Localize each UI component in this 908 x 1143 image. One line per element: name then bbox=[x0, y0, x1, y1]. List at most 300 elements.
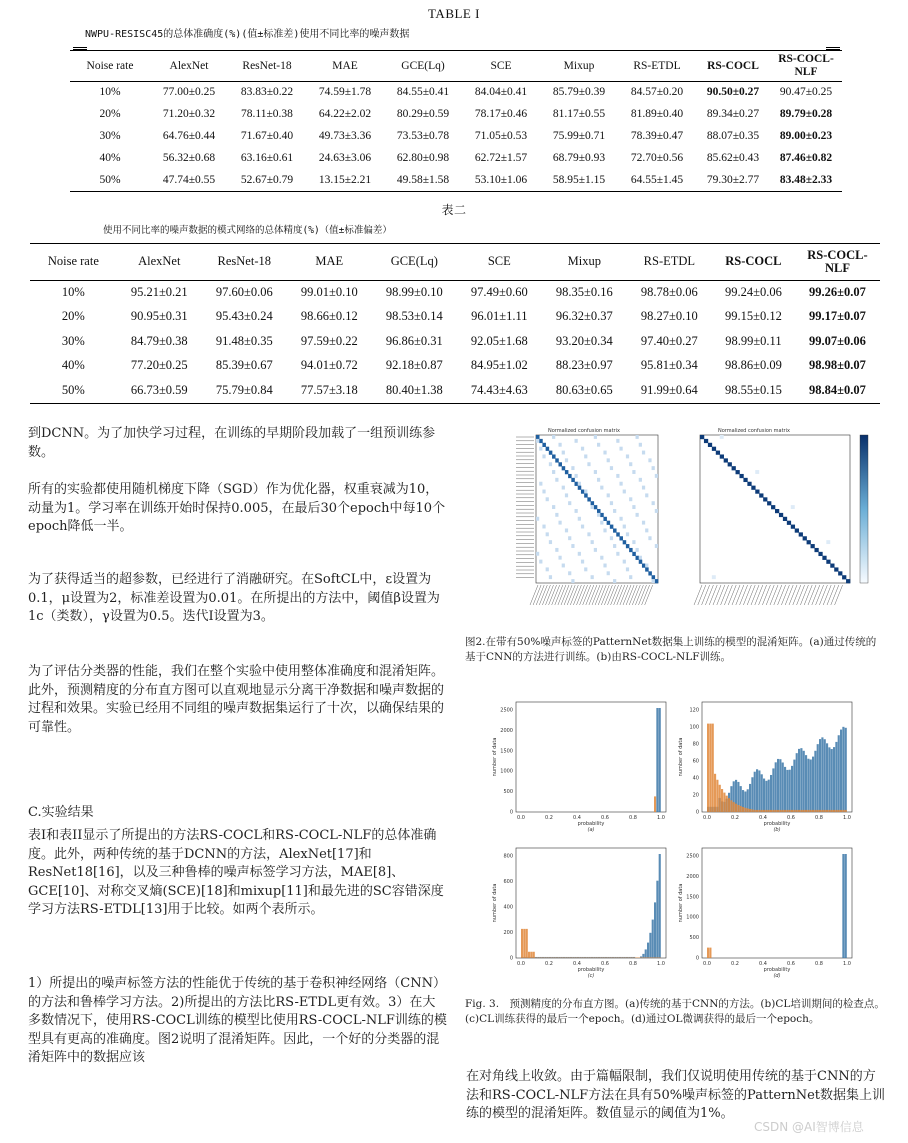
orange-bar bbox=[712, 724, 714, 812]
orange-bar bbox=[642, 957, 644, 958]
diagonal-cell bbox=[807, 540, 811, 544]
orange-bar bbox=[721, 789, 723, 812]
blue-bar bbox=[842, 854, 844, 958]
table-cell: 63.16±0.61 bbox=[240, 152, 294, 164]
table-cell: 84.55±0.41 bbox=[396, 86, 450, 99]
x-tick-label: 0.6 bbox=[787, 815, 795, 821]
off-diagonal-cell bbox=[603, 528, 606, 532]
off-diagonal-cell bbox=[581, 447, 584, 451]
col-tick-label bbox=[573, 585, 581, 605]
blue-bar bbox=[824, 739, 826, 812]
orange-bar bbox=[707, 948, 709, 958]
table-cell: 75.79±0.84 bbox=[215, 382, 273, 397]
orange-bar bbox=[723, 793, 725, 812]
diagonal-cell bbox=[558, 462, 562, 466]
orange-bar bbox=[579, 957, 581, 958]
off-diagonal-cell bbox=[581, 525, 584, 529]
blue-bar bbox=[765, 781, 767, 812]
table-cell: 62.80±0.98 bbox=[396, 152, 450, 164]
x-tick-label: 1.0 bbox=[657, 961, 665, 967]
paragraph-findings: 1）所提出的噪声标签方法的性能优于传统的基于卷积神经网络（CNN）的方法和鲁棒学习方法。2)所提出的方法比RS-ETDL更有效。3）在大多数情况下，使用RS-COCL训练的模型比使用RS-COCL-NLF训练的模型具有更高的准确度。图2说明了混淆矩阵。因此，一个好的分类器的混淆矩阵中的数据应该 bbox=[28, 976, 447, 1065]
off-diagonal-cell bbox=[791, 505, 795, 509]
blue-bar bbox=[798, 749, 800, 812]
blue-bar bbox=[656, 708, 658, 812]
diagonal-cell bbox=[732, 466, 736, 470]
orange-bar bbox=[777, 810, 779, 812]
off-diagonal-cell bbox=[636, 435, 639, 439]
table-cell: 85.79±0.39 bbox=[552, 86, 606, 99]
off-diagonal-cell bbox=[645, 493, 648, 497]
diagonal-cell bbox=[642, 564, 646, 568]
table-cell: 90.95±0.31 bbox=[130, 309, 188, 324]
orange-bar bbox=[624, 957, 626, 958]
x-axis-label: probability bbox=[763, 821, 791, 827]
orange-bar bbox=[747, 808, 749, 812]
blue-bar bbox=[749, 784, 751, 812]
blue-bar bbox=[835, 742, 837, 812]
table2-grid bbox=[30, 244, 880, 403]
x-tick-label: 0.6 bbox=[601, 815, 609, 821]
blue-bar bbox=[793, 760, 795, 812]
table-cell: 92.18±0.87 bbox=[385, 358, 443, 373]
off-diagonal-cell bbox=[558, 443, 561, 447]
x-tick-label: 0.2 bbox=[731, 961, 739, 967]
y-tick-label: 2000 bbox=[500, 727, 513, 734]
off-diagonal-cell bbox=[652, 466, 655, 470]
orange-bar bbox=[754, 810, 756, 812]
x-tick-label: 0.6 bbox=[601, 961, 609, 967]
table2-caption: 使用不同比率的噪声数据的模式网络的总体精度(%)（值±标准偏差） bbox=[103, 225, 392, 236]
column-header: RS-COCL-NLF bbox=[795, 244, 880, 280]
diagonal-cell bbox=[775, 509, 779, 513]
table-cell: 80.63±0.65 bbox=[555, 382, 613, 397]
off-diagonal-cell bbox=[587, 462, 590, 466]
y-tick-label: 1500 bbox=[686, 894, 699, 901]
orange-bar bbox=[635, 957, 637, 958]
off-diagonal-cell bbox=[571, 466, 574, 470]
orange-bar bbox=[828, 810, 830, 812]
off-diagonal-cell bbox=[655, 509, 658, 513]
table-cell: 79.30±2.77 bbox=[706, 174, 760, 186]
column-header: Noise rate bbox=[70, 51, 150, 81]
orange-bar bbox=[751, 809, 753, 812]
col-tick-label bbox=[617, 585, 625, 605]
y-tick-label: 200 bbox=[503, 930, 513, 936]
table-cell: 66.73±0.59 bbox=[130, 382, 188, 397]
table-cell: 96.86±0.31 bbox=[385, 333, 443, 348]
table-row bbox=[70, 103, 842, 125]
off-diagonal-cell bbox=[562, 451, 565, 455]
orange-bar bbox=[726, 796, 728, 812]
table-cell: 88.07±0.35 bbox=[706, 130, 760, 142]
confusion-matrix-a-label: Normalized confusion matrix bbox=[548, 428, 620, 434]
off-diagonal-cell bbox=[575, 474, 578, 478]
off-diagonal-cell bbox=[546, 532, 549, 536]
off-diagonal-cell bbox=[619, 447, 622, 451]
table-cell: 73.53±0.78 bbox=[396, 130, 450, 142]
blue-bar bbox=[659, 708, 661, 812]
off-diagonal-cell bbox=[578, 517, 581, 521]
histograms bbox=[480, 698, 860, 988]
orange-bar bbox=[556, 957, 558, 958]
diagonal-cell bbox=[791, 525, 795, 529]
off-diagonal-cell bbox=[613, 509, 616, 513]
x-tick-label: 0.4 bbox=[759, 815, 767, 821]
histogram-frame bbox=[516, 702, 666, 812]
off-diagonal-cell bbox=[613, 544, 616, 548]
orange-bar bbox=[707, 724, 709, 812]
x-tick-label: 0.8 bbox=[629, 815, 637, 821]
off-diagonal-cell bbox=[652, 579, 655, 583]
off-diagonal-cell bbox=[607, 571, 610, 575]
orange-bar bbox=[807, 810, 809, 812]
col-tick-label bbox=[740, 585, 748, 605]
col-tick-label bbox=[823, 585, 831, 605]
table-cell: 97.49±0.60 bbox=[470, 285, 528, 299]
off-diagonal-cell bbox=[720, 435, 724, 439]
orange-bar bbox=[735, 804, 737, 812]
orange-bar bbox=[626, 957, 628, 958]
diagonal-cell bbox=[795, 528, 799, 532]
orange-bar bbox=[784, 810, 786, 812]
off-diagonal-cell bbox=[562, 564, 565, 568]
orange-bar bbox=[621, 957, 623, 958]
diagonal-cell bbox=[648, 571, 652, 575]
orange-bar bbox=[521, 929, 523, 958]
off-diagonal-cell bbox=[555, 548, 558, 552]
y-tick-label: 80 bbox=[692, 741, 699, 748]
table-cell: 71.05±0.53 bbox=[474, 130, 528, 142]
column-header: AlexNet bbox=[117, 244, 202, 280]
col-tick-label bbox=[800, 585, 808, 605]
orange-bar bbox=[812, 810, 814, 812]
orange-bar bbox=[782, 810, 784, 812]
table-cell: 97.40±0.27 bbox=[640, 333, 698, 348]
diagonal-cell bbox=[555, 458, 559, 462]
blue-bar bbox=[807, 759, 809, 812]
table-row bbox=[30, 329, 880, 354]
diagonal-cell bbox=[578, 486, 582, 490]
off-diagonal-cell bbox=[652, 501, 655, 505]
x-tick-label: 0.6 bbox=[787, 961, 795, 967]
y-axis-label: number of data bbox=[492, 883, 498, 923]
table-cell: 87.46±0.82 bbox=[779, 152, 833, 164]
x-tick-label: 0.0 bbox=[517, 961, 525, 967]
y-tick-label: 400 bbox=[503, 904, 513, 911]
off-diagonal-cell bbox=[613, 579, 616, 583]
x-tick-label: 0.0 bbox=[517, 815, 525, 821]
diagonal-cell bbox=[826, 560, 830, 564]
diagonal-cell bbox=[603, 517, 607, 521]
off-diagonal-cell bbox=[558, 556, 561, 560]
orange-bar bbox=[845, 810, 847, 812]
off-diagonal-cell bbox=[648, 458, 651, 462]
orange-bar bbox=[798, 810, 800, 812]
col-tick-label bbox=[558, 585, 566, 605]
table-cell: 90.50±0.27 bbox=[706, 86, 760, 99]
col-tick-label bbox=[762, 585, 770, 605]
off-diagonal-cell bbox=[565, 493, 568, 497]
column-header: ResNet-18 bbox=[202, 244, 287, 280]
orange-bar bbox=[819, 810, 821, 812]
orange-bar bbox=[803, 810, 805, 812]
col-tick-label bbox=[816, 585, 824, 605]
blue-bar bbox=[782, 763, 784, 812]
orange-bar bbox=[656, 957, 658, 958]
orange-bar bbox=[638, 957, 640, 958]
table-cell: 98.99±0.11 bbox=[725, 333, 782, 348]
orange-bar bbox=[786, 810, 788, 812]
table-row bbox=[30, 378, 880, 403]
col-tick-label bbox=[577, 585, 585, 605]
histogram-frame bbox=[702, 848, 852, 958]
diagonal-cell bbox=[708, 443, 712, 447]
col-tick-label bbox=[586, 585, 594, 605]
orange-bar bbox=[765, 810, 767, 812]
blue-bar bbox=[805, 755, 807, 812]
table-cell: 78.17±0.46 bbox=[474, 108, 528, 120]
diagonal-cell bbox=[552, 454, 556, 458]
table-cell: 77.00±0.25 bbox=[162, 86, 216, 99]
column-header: SCE bbox=[462, 51, 540, 81]
col-tick-label bbox=[589, 585, 597, 605]
figure2-caption: 图2.在带有50%噪声标签的PatternNet数据集上训练的模型的混淆矩阵。(a)通过传统的基于CNN的方法进行训练。(b)由RS-COCL-NLF训练。 bbox=[465, 636, 877, 663]
blue-bar bbox=[754, 772, 756, 812]
orange-bar bbox=[586, 957, 588, 958]
table-cell: 84.95±1.02 bbox=[470, 358, 528, 373]
off-diagonal-cell bbox=[639, 443, 642, 447]
blue-bar bbox=[831, 749, 833, 812]
table-cell: 98.86±0.09 bbox=[724, 358, 782, 373]
blue-bar bbox=[642, 954, 644, 958]
col-tick-label bbox=[620, 585, 628, 605]
off-diagonal-cell bbox=[584, 490, 587, 494]
off-diagonal-cell bbox=[597, 478, 600, 482]
col-tick-label bbox=[626, 585, 634, 605]
orange-bar bbox=[575, 957, 577, 958]
blue-bar bbox=[659, 854, 661, 958]
orange-bar bbox=[568, 957, 570, 958]
table-cell: 80.29±0.59 bbox=[396, 108, 450, 120]
table-cell: 81.17±0.55 bbox=[552, 108, 606, 120]
diagonal-cell bbox=[771, 505, 775, 509]
diagonal-cell bbox=[783, 517, 787, 521]
x-axis-label: probability bbox=[577, 967, 605, 973]
table-row bbox=[30, 305, 880, 330]
diagonal-cell bbox=[712, 447, 716, 451]
diagonal-cell bbox=[639, 560, 643, 564]
orange-bar bbox=[589, 957, 591, 958]
blue-bar bbox=[761, 774, 763, 812]
off-diagonal-cell bbox=[610, 466, 613, 470]
col-tick-label bbox=[774, 585, 782, 605]
col-tick-label bbox=[702, 585, 710, 605]
diagonal-cell bbox=[562, 466, 566, 470]
diagonal-cell bbox=[811, 544, 815, 548]
col-tick-label bbox=[645, 585, 653, 605]
y-tick-label: 0 bbox=[509, 955, 513, 962]
figure2 bbox=[478, 425, 878, 615]
blue-bar bbox=[772, 768, 774, 812]
off-diagonal-cell bbox=[616, 552, 619, 556]
table-cell: 91.48±0.35 bbox=[215, 333, 273, 348]
orange-bar bbox=[817, 810, 819, 812]
table-cell: 40% bbox=[99, 152, 121, 164]
y-tick-label: 800 bbox=[503, 853, 513, 860]
orange-bar bbox=[768, 810, 770, 812]
orange-bar bbox=[551, 957, 553, 958]
blue-bar bbox=[647, 943, 649, 958]
table-row bbox=[70, 81, 842, 103]
orange-bar bbox=[772, 810, 774, 812]
y-tick-label: 40 bbox=[692, 775, 699, 782]
table-cell: 97.59±0.22 bbox=[300, 333, 358, 348]
off-diagonal-cell bbox=[629, 462, 632, 466]
orange-bar bbox=[607, 957, 609, 958]
col-tick-label bbox=[592, 585, 600, 605]
off-diagonal-cell bbox=[636, 548, 639, 552]
col-tick-label bbox=[743, 585, 751, 605]
orange-bar bbox=[761, 810, 763, 812]
table-cell: 93.20±0.34 bbox=[555, 333, 613, 348]
diagonal-cell bbox=[546, 447, 550, 451]
orange-bar bbox=[742, 807, 744, 812]
figure3 bbox=[480, 698, 860, 988]
blue-bar bbox=[840, 730, 842, 812]
orange-bar bbox=[749, 809, 751, 812]
diagonal-cell bbox=[632, 552, 636, 556]
diagonal-cell bbox=[616, 532, 620, 536]
blue-bar bbox=[786, 770, 788, 812]
blue-bar bbox=[819, 739, 821, 812]
diagonal-cell bbox=[830, 564, 834, 568]
x-tick-label: 0.0 bbox=[703, 961, 711, 967]
col-tick-label bbox=[713, 585, 721, 605]
column-header: GCE(Lq) bbox=[372, 244, 457, 280]
col-tick-label bbox=[705, 585, 713, 605]
blue-bar bbox=[656, 881, 658, 958]
blue-bar bbox=[789, 770, 791, 812]
orange-bar bbox=[789, 810, 791, 812]
table-cell: 50% bbox=[99, 174, 121, 186]
orange-bar bbox=[554, 957, 556, 958]
x-tick-label: 0.8 bbox=[815, 815, 823, 821]
orange-bar bbox=[791, 810, 793, 812]
table-cell: 92.05±1.68 bbox=[470, 333, 528, 348]
orange-bar bbox=[654, 796, 656, 812]
off-diagonal-cell bbox=[616, 439, 619, 443]
orange-bar bbox=[530, 952, 532, 958]
col-tick-label bbox=[533, 585, 541, 605]
table-cell: 30% bbox=[99, 130, 121, 142]
col-tick-label bbox=[747, 585, 755, 605]
diagonal-cell bbox=[842, 575, 846, 579]
header-row bbox=[70, 51, 842, 81]
orange-bar bbox=[533, 952, 535, 958]
blue-bar bbox=[812, 757, 814, 812]
y-tick-label: 120 bbox=[689, 707, 699, 714]
blue-bar bbox=[814, 751, 816, 812]
off-diagonal-cell bbox=[581, 560, 584, 564]
off-diagonal-cell bbox=[552, 470, 555, 474]
orange-bar bbox=[584, 957, 586, 958]
col-tick-label bbox=[604, 585, 612, 605]
confusion-matrices bbox=[478, 425, 878, 615]
table-cell: 98.84±0.07 bbox=[809, 382, 866, 397]
table-cell: 85.39±0.67 bbox=[215, 358, 273, 373]
x-axis-label: probability bbox=[763, 967, 791, 973]
column-header: SCE bbox=[457, 244, 542, 280]
table-cell: 99.15±0.12 bbox=[724, 309, 782, 324]
col-tick-label bbox=[759, 585, 767, 605]
diagonal-cell bbox=[763, 497, 767, 501]
table-cell: 98.53±0.14 bbox=[385, 309, 443, 324]
table-cell: 40% bbox=[61, 358, 85, 373]
orange-bar bbox=[596, 957, 598, 958]
diagonal-cell bbox=[587, 497, 591, 501]
off-diagonal-cell bbox=[645, 564, 648, 568]
orange-bar bbox=[779, 810, 781, 812]
col-tick-label bbox=[789, 585, 797, 605]
x-tick-label: 1.0 bbox=[843, 815, 851, 821]
diagonal-cell bbox=[728, 462, 732, 466]
off-diagonal-cell bbox=[536, 517, 539, 521]
orange-bar bbox=[542, 957, 544, 958]
col-tick-label bbox=[793, 585, 801, 605]
table-cell: 10% bbox=[99, 86, 121, 99]
off-diagonal-cell bbox=[600, 486, 603, 490]
table-row bbox=[70, 147, 842, 169]
off-diagonal-cell bbox=[584, 567, 587, 571]
col-tick-label bbox=[564, 585, 572, 605]
orange-bar bbox=[714, 774, 716, 812]
off-diagonal-cell bbox=[555, 478, 558, 482]
diagonal-cell bbox=[720, 454, 724, 458]
off-diagonal-cell bbox=[648, 536, 651, 540]
col-tick-label bbox=[804, 585, 812, 605]
off-diagonal-cell bbox=[607, 458, 610, 462]
table-cell: 89.79±0.28 bbox=[779, 108, 833, 120]
diagonal-cell bbox=[613, 528, 617, 532]
off-diagonal-cell bbox=[542, 490, 545, 494]
blue-bar bbox=[817, 744, 819, 812]
orange-bar bbox=[645, 957, 647, 958]
diagonal-cell bbox=[716, 451, 720, 455]
col-tick-label bbox=[546, 585, 554, 605]
diagonal-cell bbox=[584, 493, 588, 497]
orange-bar bbox=[716, 780, 718, 812]
column-header: RS-ETDL bbox=[627, 244, 712, 280]
orange-bar bbox=[605, 957, 607, 958]
col-tick-label bbox=[698, 585, 706, 605]
col-tick-label bbox=[694, 585, 702, 605]
x-tick-label: 0.2 bbox=[545, 961, 553, 967]
col-tick-label bbox=[835, 585, 843, 605]
orange-bar bbox=[544, 957, 546, 958]
table-cell: 10% bbox=[61, 285, 85, 299]
table-cell: 64.76±0.44 bbox=[162, 130, 216, 142]
diagonal-cell bbox=[834, 567, 838, 571]
orange-bar bbox=[565, 957, 567, 958]
orange-bar bbox=[633, 957, 635, 958]
orange-bar bbox=[598, 957, 600, 958]
off-diagonal-cell bbox=[552, 505, 555, 509]
diagonal-cell bbox=[581, 490, 585, 494]
off-diagonal-cell bbox=[712, 575, 716, 579]
col-tick-label bbox=[580, 585, 588, 605]
off-diagonal-cell bbox=[632, 540, 635, 544]
col-tick-label bbox=[812, 585, 820, 605]
